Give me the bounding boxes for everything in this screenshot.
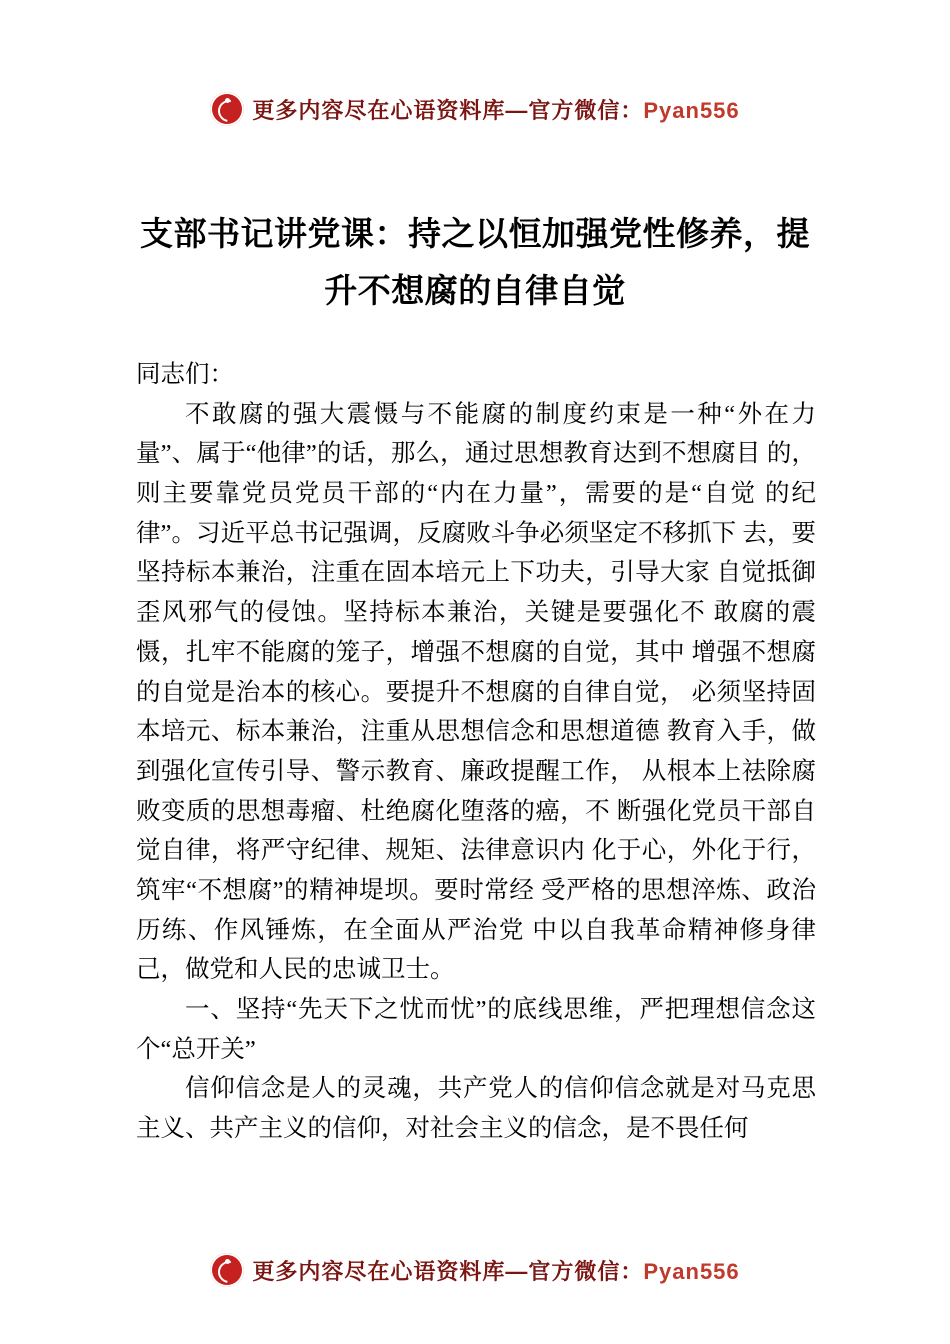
watermark-text xyxy=(252,94,739,125)
paragraph-salutation: 同志们： xyxy=(136,361,234,388)
seal-logo-icon xyxy=(210,1253,244,1287)
watermark-main-text: 更多内容尽在心语资料库—官方微信： xyxy=(252,97,644,123)
document-body xyxy=(136,355,816,1149)
paragraph-heading-1: 一、坚持“先天下之忧而忧”的底线思维，严把理想信念这个“总开关” xyxy=(136,996,816,1063)
watermark-handle-text: Pyan556 xyxy=(643,97,740,123)
watermark-handle-text: Pyan556 xyxy=(643,1258,740,1284)
watermark-text xyxy=(252,1255,739,1286)
watermark-top xyxy=(0,92,950,126)
paragraph-2: 信仰信念是人的灵魂，共产党人的信仰信念就是对马克思主义、共产主义的信仰，对社会主义的信念，是不畏任何 xyxy=(136,1075,816,1143)
watermark-main-text: 更多内容尽在心语资料库—官方微信： xyxy=(252,1258,644,1284)
seal-logo-icon xyxy=(210,92,244,126)
page-title: 支部书记讲党课：持之以恒加强党性修养，提升不想腐的自律自觉 xyxy=(140,217,810,310)
paragraph-1: 不敢腐的强大震慑与不能腐的制度约束是一种“外在力量”、属于“他律”的话，那么，通过思想教育达到不想腐目 的，则主要靠党员党员干部的“内在力量”，需要的是“自觉 的纪律”。习近平总书记强调，反腐败斗争必须坚定不移抓下 去，要坚持标本兼治，注重在固本培元上下功夫，引导大家 自觉抵御歪风邪气的侵蚀。坚持标本兼治，关键是要强化不 敢腐的震慑，扎牢不能腐的笼子，增强不想腐的自觉，其中 增强不想腐的自觉是治本的核心。要提升不想腐的自律自觉， 必须坚持固本培元、标本兼治，注重从思想信念和思想道德 教育入手，做到强化宣传引导、警示教育、廉政提醒工作， 从根本上祛除腐败变质的思想毒瘤、杜绝腐化堕落的癌，不 断强化党员干部自觉自律，将严守纪律、规矩、法律意识内 化于心，外化于行，筑牢“不想腐”的精神堤坝。要时常经 受严格的思想淬炼、政治历练、作风锤炼，在全面从严治党 中以自我革命精神修身律己，做党和人民的忠诚卫士。 xyxy=(136,400,816,984)
watermark-bottom xyxy=(0,1253,950,1287)
